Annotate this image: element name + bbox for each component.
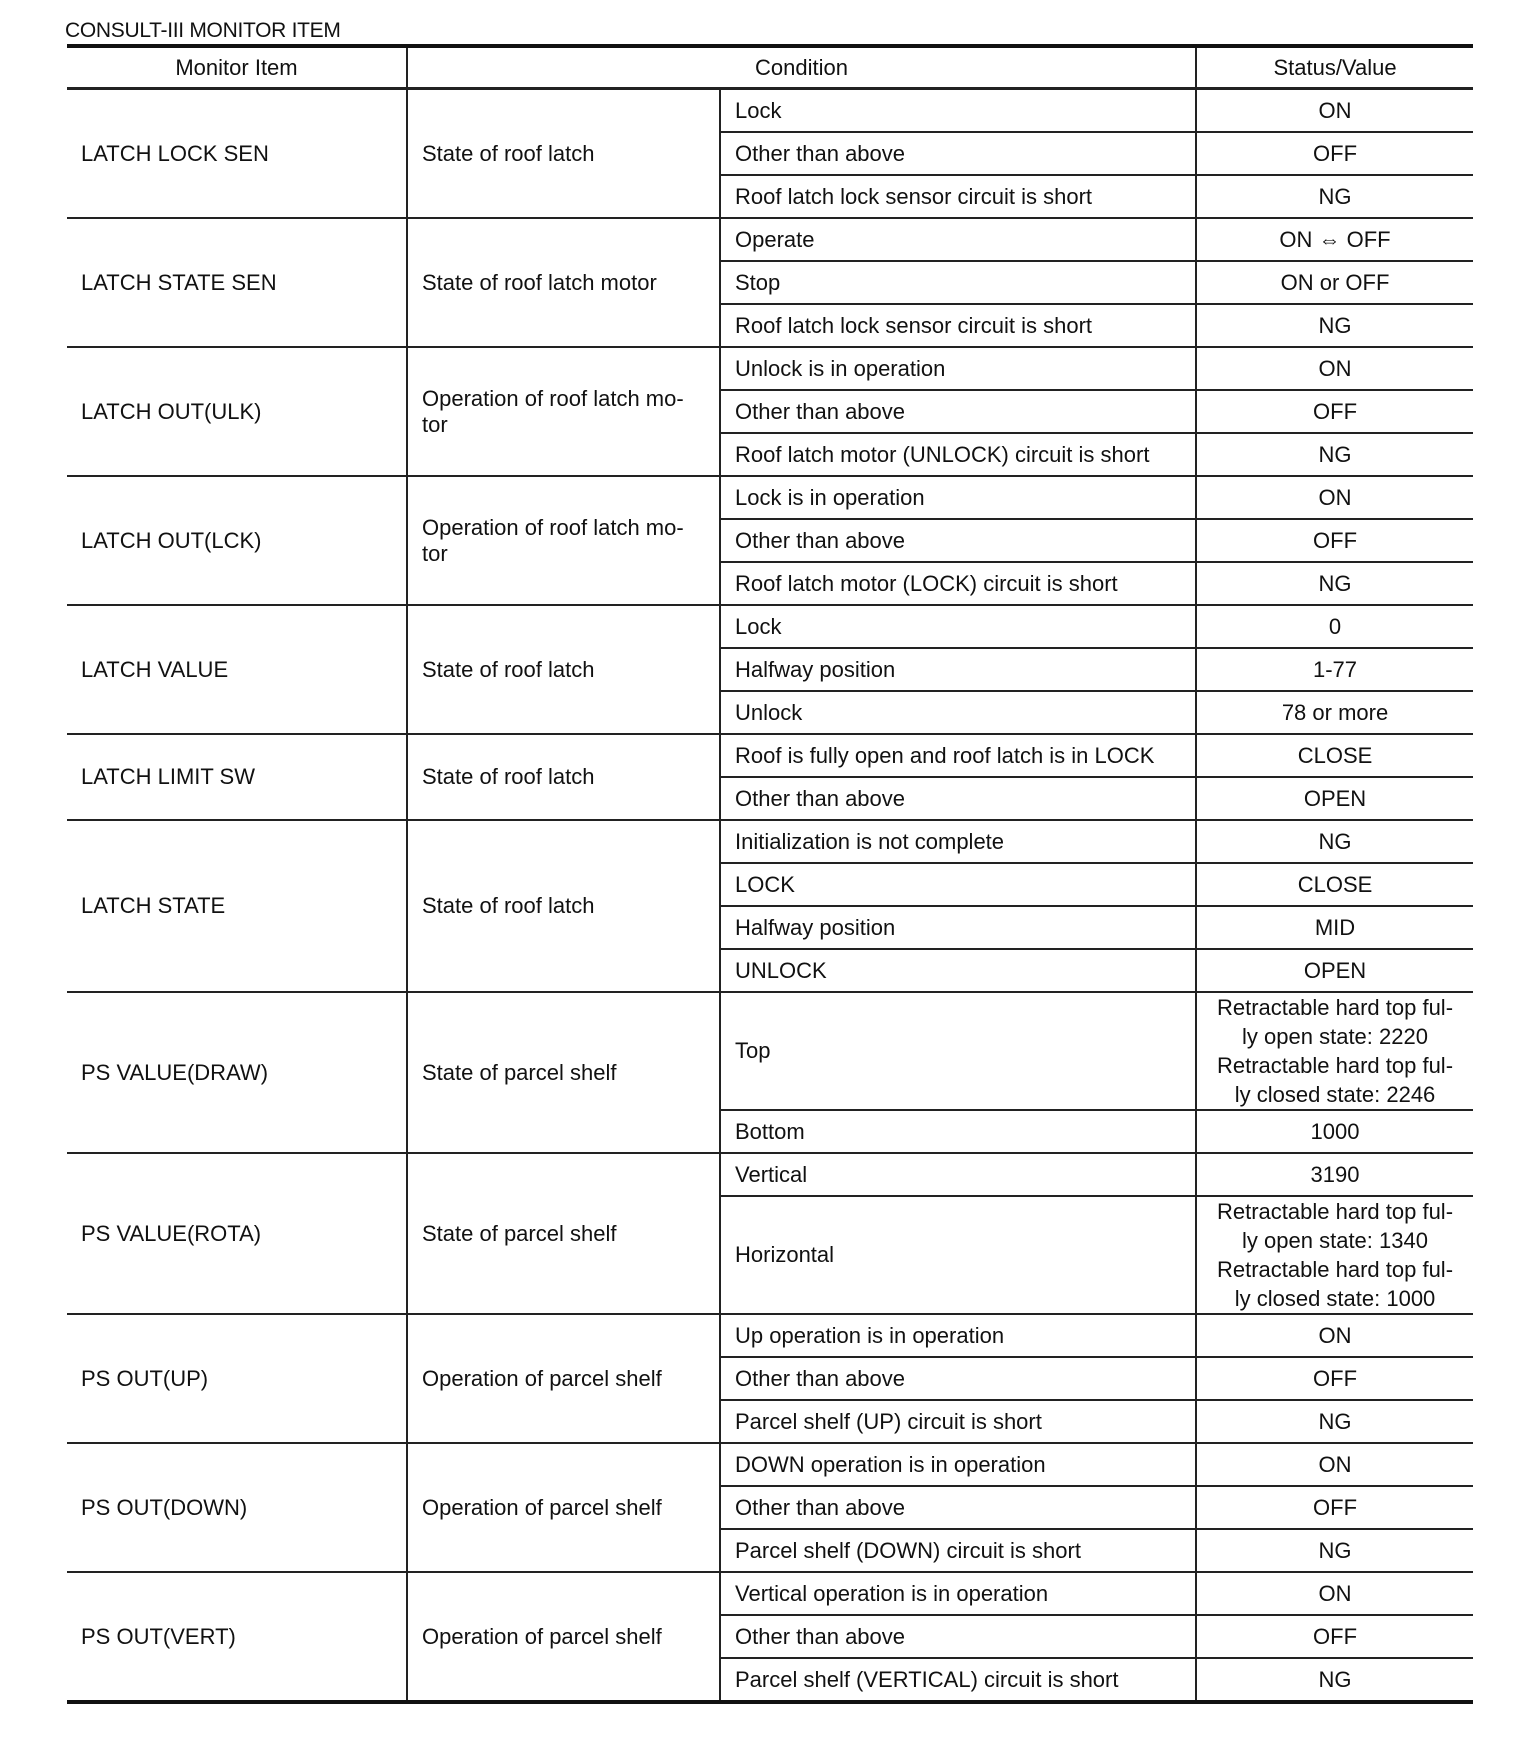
status-value-line: ON <box>1318 356 1352 381</box>
sub-condition-cell: Halfway position <box>720 648 1196 691</box>
sub-condition-cell: Initialization is not complete <box>720 820 1196 863</box>
table-row <box>67 218 1473 261</box>
status-value-cell <box>1196 476 1473 519</box>
status-value-cell <box>1196 1658 1473 1702</box>
sub-condition-cell: LOCK <box>720 863 1196 906</box>
status-value-cell <box>1196 648 1473 691</box>
monitor-item-cell: PS OUT(UP) <box>67 1314 407 1443</box>
condition-cell: State of roof latch <box>407 820 720 992</box>
status-value-line: 1000 <box>1310 1119 1360 1144</box>
table-row <box>67 734 1473 777</box>
table-row <box>67 992 1473 1110</box>
sub-condition-cell: Vertical operation is in operation <box>720 1572 1196 1615</box>
page-title: CONSULT-III MONITOR ITEM <box>65 19 341 42</box>
status-value-line: NG <box>1318 442 1352 467</box>
status-value-cell <box>1196 1486 1473 1529</box>
status-value-line: Retractable hard top ful- <box>1217 995 1454 1020</box>
condition-cell: State of roof latch <box>407 734 720 820</box>
status-value-line: OFF <box>1313 1624 1358 1649</box>
sub-condition-cell: Vertical <box>720 1153 1196 1196</box>
monitor-item-cell: LATCH VALUE <box>67 605 407 734</box>
status-value-line: NG <box>1318 1667 1352 1692</box>
status-value-line: 1-77 <box>1312 657 1358 682</box>
status-value-line: ly open state: 2220 <box>1242 1024 1428 1049</box>
status-value-cell <box>1196 863 1473 906</box>
header-condition: Condition <box>407 46 1196 89</box>
status-value-cell <box>1196 820 1473 863</box>
status-value-cell <box>1196 906 1473 949</box>
status-value-line: OFF <box>1313 528 1358 553</box>
sub-condition-cell: Roof latch motor (UNLOCK) circuit is short <box>720 433 1196 476</box>
status-value-line: ON <box>1318 1323 1352 1348</box>
sub-condition-cell: DOWN operation is in operation <box>720 1443 1196 1486</box>
status-value-cell <box>1196 132 1473 175</box>
status-value-line: ON <box>1318 1452 1352 1477</box>
status-value-line: OFF <box>1313 1495 1358 1520</box>
monitor-item-cell: LATCH STATE <box>67 820 407 992</box>
status-value-cell <box>1196 605 1473 648</box>
sub-condition-cell: Operate <box>720 218 1196 261</box>
status-value-line: ly open state: 1340 <box>1242 1228 1428 1253</box>
status-value-line: NG <box>1318 184 1352 209</box>
monitor-item-cell: PS VALUE(ROTA) <box>67 1153 407 1314</box>
status-value-line: NG <box>1318 313 1352 338</box>
sub-condition-cell: Up operation is in operation <box>720 1314 1196 1357</box>
table-row <box>67 1153 1473 1196</box>
condition-cell: State of roof latch motor <box>407 218 720 347</box>
sub-condition-cell: Lock <box>720 605 1196 648</box>
status-value-cell <box>1196 691 1473 734</box>
status-value-cell <box>1196 175 1473 218</box>
status-value-line: Retractable hard top ful- <box>1217 1199 1454 1224</box>
sub-condition-cell: Stop <box>720 261 1196 304</box>
header-status-value: Status/Value <box>1196 46 1473 89</box>
table-row <box>67 476 1473 519</box>
status-value-line: ON or OFF <box>1280 270 1390 295</box>
sub-condition-cell: Halfway position <box>720 906 1196 949</box>
condition-cell: State of roof latch <box>407 89 720 219</box>
monitor-item-cell: LATCH LIMIT SW <box>67 734 407 820</box>
condition-cell: State of parcel shelf <box>407 992 720 1153</box>
status-value-line: MID <box>1314 915 1356 940</box>
status-value-cell <box>1196 777 1473 820</box>
condition-cell: Operation of parcel shelf <box>407 1443 720 1572</box>
table-row <box>67 1572 1473 1615</box>
status-value-line: CLOSE <box>1297 872 1373 897</box>
sub-condition-cell: Other than above <box>720 777 1196 820</box>
sub-condition-cell: Other than above <box>720 132 1196 175</box>
sub-condition-cell: Other than above <box>720 390 1196 433</box>
status-value-line: Retractable hard top ful- <box>1217 1053 1454 1078</box>
monitor-item-cell: LATCH OUT(LCK) <box>67 476 407 605</box>
condition-cell: State of roof latch <box>407 605 720 734</box>
monitor-item-cell: LATCH LOCK SEN <box>67 89 407 219</box>
table-header-row <box>67 46 1473 89</box>
status-value-cell <box>1196 519 1473 562</box>
sub-condition-cell: Other than above <box>720 1357 1196 1400</box>
monitor-item-cell: PS OUT(DOWN) <box>67 1443 407 1572</box>
sub-condition-cell: Bottom <box>720 1110 1196 1153</box>
status-value-line: OPEN <box>1303 958 1367 983</box>
condition-cell: Operation of roof latch mo- tor <box>407 476 720 605</box>
status-value-cell <box>1196 261 1473 304</box>
status-value-line: Retractable hard top ful- <box>1217 1257 1454 1282</box>
status-value-cell <box>1196 304 1473 347</box>
monitor-item-cell: PS VALUE(DRAW) <box>67 992 407 1153</box>
status-value-line: OFF <box>1313 1366 1358 1391</box>
sub-condition-cell: Unlock is in operation <box>720 347 1196 390</box>
status-value-cell <box>1196 1443 1473 1486</box>
status-value-cell <box>1196 1615 1473 1658</box>
sub-condition-cell: Horizontal <box>720 1196 1196 1314</box>
status-value-cell <box>1196 218 1473 261</box>
sub-condition-cell: Unlock <box>720 691 1196 734</box>
sub-condition-cell: Parcel shelf (DOWN) circuit is short <box>720 1529 1196 1572</box>
status-value-line: OFF <box>1313 399 1358 424</box>
sub-condition-cell: Other than above <box>720 1486 1196 1529</box>
sub-condition-cell: Other than above <box>720 1615 1196 1658</box>
status-value-cell <box>1196 1357 1473 1400</box>
sub-condition-cell: Parcel shelf (VERTICAL) circuit is short <box>720 1658 1196 1702</box>
monitor-item-table <box>67 44 1473 1704</box>
sub-condition-cell: Other than above <box>720 519 1196 562</box>
status-value-cell <box>1196 1196 1473 1314</box>
sub-condition-cell: Roof latch lock sensor circuit is short <box>720 175 1196 218</box>
table-row <box>67 347 1473 390</box>
monitor-item-cell: LATCH STATE SEN <box>67 218 407 347</box>
status-value-cell <box>1196 1110 1473 1153</box>
status-value-cell <box>1196 1153 1473 1196</box>
status-value-line: 0 <box>1328 614 1342 639</box>
status-value-cell <box>1196 1314 1473 1357</box>
status-value-line: 78 or more <box>1281 700 1389 725</box>
monitor-item-cell: PS OUT(VERT) <box>67 1572 407 1702</box>
sub-condition-cell: UNLOCK <box>720 949 1196 992</box>
status-value-cell <box>1196 347 1473 390</box>
status-value-cell <box>1196 1572 1473 1615</box>
status-value-line: CLOSE <box>1297 743 1373 768</box>
condition-cell: State of parcel shelf <box>407 1153 720 1314</box>
table-row <box>67 1314 1473 1357</box>
sub-condition-cell: Top <box>720 992 1196 1110</box>
monitor-item-cell: LATCH OUT(ULK) <box>67 347 407 476</box>
status-value-cell <box>1196 734 1473 777</box>
status-value-line: ON <box>1318 485 1352 510</box>
sub-condition-cell: Parcel shelf (UP) circuit is short <box>720 1400 1196 1443</box>
status-value-line: OPEN <box>1303 786 1367 811</box>
sub-condition-cell: Roof is fully open and roof latch is in LOCK <box>720 734 1196 777</box>
status-value-cell <box>1196 1400 1473 1443</box>
status-value-line: ly closed state: 2246 <box>1234 1082 1436 1107</box>
status-value-cell <box>1196 992 1473 1110</box>
table-row <box>67 820 1473 863</box>
status-value-cell <box>1196 949 1473 992</box>
status-value-cell <box>1196 89 1473 133</box>
status-value-cell <box>1196 1529 1473 1572</box>
status-value-line: NG <box>1318 1409 1352 1434</box>
header-monitor-item: Monitor Item <box>67 46 407 89</box>
status-value-line: OFF <box>1313 141 1358 166</box>
sub-condition-cell: Lock is in operation <box>720 476 1196 519</box>
table-row <box>67 89 1473 133</box>
status-value-line: NG <box>1318 1538 1352 1563</box>
condition-cell: Operation of parcel shelf <box>407 1572 720 1702</box>
status-value-cell <box>1196 433 1473 476</box>
condition-cell: Operation of roof latch mo- tor <box>407 347 720 476</box>
status-value-cell <box>1196 562 1473 605</box>
sub-condition-cell: Lock <box>720 89 1196 133</box>
status-value-line: ly closed state: 1000 <box>1234 1286 1436 1311</box>
table-row <box>67 1443 1473 1486</box>
sub-condition-cell: Roof latch lock sensor circuit is short <box>720 304 1196 347</box>
sub-condition-cell: Roof latch motor (LOCK) circuit is short <box>720 562 1196 605</box>
status-value-line: ON <box>1318 98 1352 123</box>
status-value-line: NG <box>1318 571 1352 596</box>
status-value-line: NG <box>1318 829 1352 854</box>
status-value-line: ON <box>1318 1581 1352 1606</box>
status-value-line: ON ⇔ OFF <box>1279 227 1391 252</box>
status-value-cell <box>1196 390 1473 433</box>
table-row <box>67 605 1473 648</box>
condition-cell: Operation of parcel shelf <box>407 1314 720 1443</box>
status-value-line: 3190 <box>1310 1162 1360 1187</box>
